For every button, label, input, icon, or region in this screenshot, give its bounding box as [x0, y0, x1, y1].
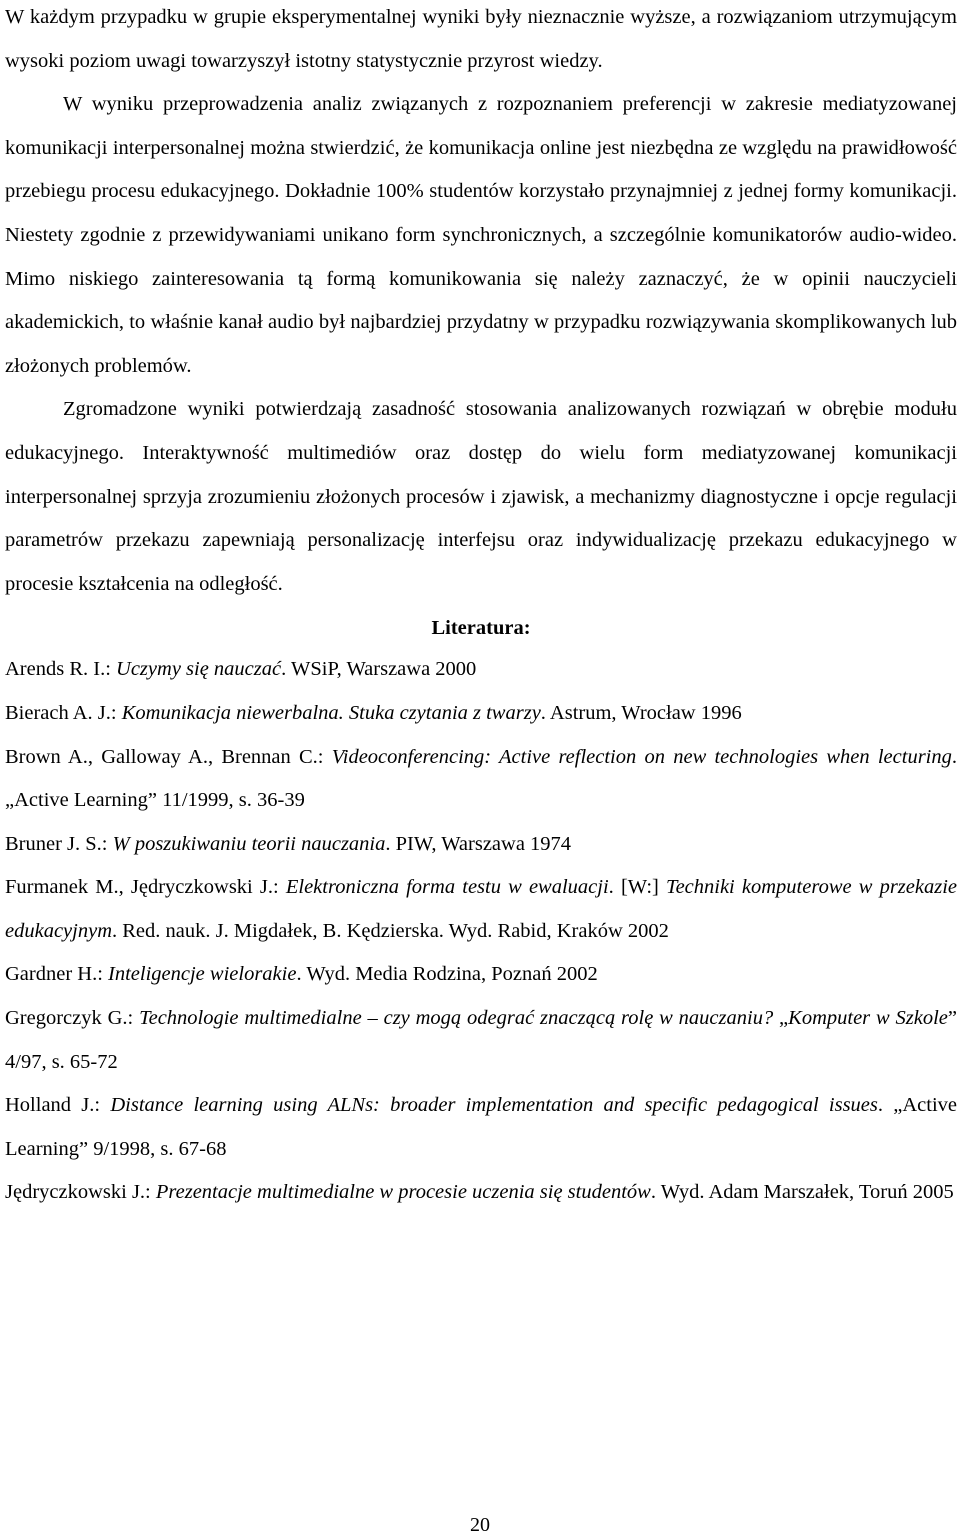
- paragraph: [5, 388, 957, 606]
- paragraph-text: Zgromadzone wyniki potwierdzają zasadność stosowania analizowanych rozwiązań w obrębie modułu edukacyjnego. Interaktywność multimediów oraz dostęp do wielu form mediatyzowanej komunikacji interpersonalnej sprzyja zrozumieniu złożonych procesów i zjawisk, a mechanizmy diagnostyczne i opcje regulacji parametrów przekazu zapewniają personalizację interfejsu oraz indywidualizację przekazu edukacyjnego w procesie kształcenia na odległość.: [5, 398, 957, 595]
- reference-item: [5, 823, 957, 867]
- reference-item: [5, 997, 957, 1084]
- reference-title: Techniki komputerowe w przekazie edukacyjnym: [5, 876, 958, 942]
- reference-item: [5, 648, 957, 692]
- reference-title: Elektroniczna forma testu w ewaluacji: [285, 876, 609, 899]
- reference-title: Videoconferencing: Active reflection on new technologies when lecturing: [331, 745, 952, 768]
- reference-publisher: . „Active Learning” 11/1999, s. 36-39: [5, 745, 957, 812]
- reference-title: Komputer w Szkole: [788, 1007, 948, 1030]
- reference-item: [5, 953, 957, 997]
- reference-author: Bruner J. S.:: [5, 832, 113, 855]
- reference-author: Jędryczkowski J.:: [5, 1181, 156, 1204]
- reference-author: Gardner H.:: [5, 963, 109, 986]
- reference-publisher: . „Active Learning” 9/1998, s. 67-68: [5, 1094, 957, 1160]
- reference-title: Inteligencje wielorakie: [108, 963, 297, 986]
- page-number: 20: [470, 1514, 490, 1536]
- reference-title: Komunikacja niewerbalna. Stuka czytania z twarzy: [121, 701, 541, 724]
- reference-author: Bierach A. J.:: [5, 701, 122, 724]
- reference-item: [5, 736, 957, 823]
- reference-author: Arends R. I.:: [5, 658, 117, 681]
- reference-title: W poszukiwaniu teorii nauczania: [112, 832, 386, 855]
- reference-publisher: . WSiP, Warszawa 2000: [281, 658, 477, 681]
- reference-author: Furmanek M., Jędryczkowski J.:: [5, 876, 286, 899]
- reference-item: [5, 866, 957, 953]
- reference-publisher: ” 4/97, s. 65-72: [5, 1007, 957, 1073]
- reference-author: Brown A., Galloway A., Brennan C.:: [5, 745, 332, 768]
- reference-title: Uczymy się nauczać: [116, 658, 282, 681]
- reference-item: [5, 1084, 957, 1171]
- reference-publisher: . Wyd. Media Rodzina, Poznań 2002: [296, 963, 598, 986]
- bibliography-list: [5, 648, 957, 1215]
- reference-title: Prezentacje multimedialne w procesie uczenia się studentów: [155, 1181, 651, 1204]
- reference-publisher: . [W:]: [608, 876, 667, 899]
- paragraph: [5, 83, 957, 388]
- reference-title: Distance learning using ALNs: broader implementation and specific pedagogical issues: [110, 1094, 878, 1117]
- paragraph-text: W wyniku przeprowadzenia analiz związanych z rozpoznaniem preferencji w zakresie mediatyzowanej komunikacji interpersonalnej można stwierdzić, że komunikacja online jest niezbędna ze względu na prawidłowość przebiegu procesu edukacyjnego. Dokładnie 100% studentów korzystało przynajmniej z jednej formy komunikacji. Niestety zgodnie z przewidywaniami unikano form synchronicznych, a szczególnie komunikatorów audio-wideo. Mimo niskiego zainteresowania tą formą komunikowania się należy zaznaczyć, że w opinii nauczycieli akademickich, to właśnie kanał audio był najbardziej przydatny w przypadku rozwiązywania skomplikowanych lub złożonych problemów.: [5, 93, 957, 377]
- paragraph: W każdym przypadku w grupie eksperymentalnej wyniki były nieznacznie wyższe, a rozwiązaniom utrzymującym wysoki poziom uwagi towarzyszył istotny statystycznie przyrost wiedzy.: [5, 6, 957, 72]
- reference-publisher: „: [773, 1007, 789, 1030]
- reference-item: [5, 1171, 957, 1215]
- reference-publisher: . Astrum, Wrocław 1996: [540, 701, 742, 724]
- reference-author: Gregorczyk G.:: [5, 1007, 140, 1030]
- reference-publisher: . PIW, Warszawa 1974: [385, 832, 572, 855]
- reference-title: Technologie multimedialne – czy mogą odegrać znaczącą rolę w nauczaniu?: [139, 1007, 774, 1030]
- reference-item: [5, 692, 957, 736]
- bibliography-heading: Literatura:: [431, 617, 531, 640]
- reference-publisher: . Red. nauk. J. Migdałek, B. Kędzierska. Wyd. Rabid, Kraków 2002: [112, 919, 669, 942]
- reference-publisher: . Wyd. Adam Marszałek, Toruń 2005: [650, 1181, 954, 1204]
- reference-author: Holland J.:: [5, 1094, 111, 1117]
- document-page: [5, 0, 957, 1215]
